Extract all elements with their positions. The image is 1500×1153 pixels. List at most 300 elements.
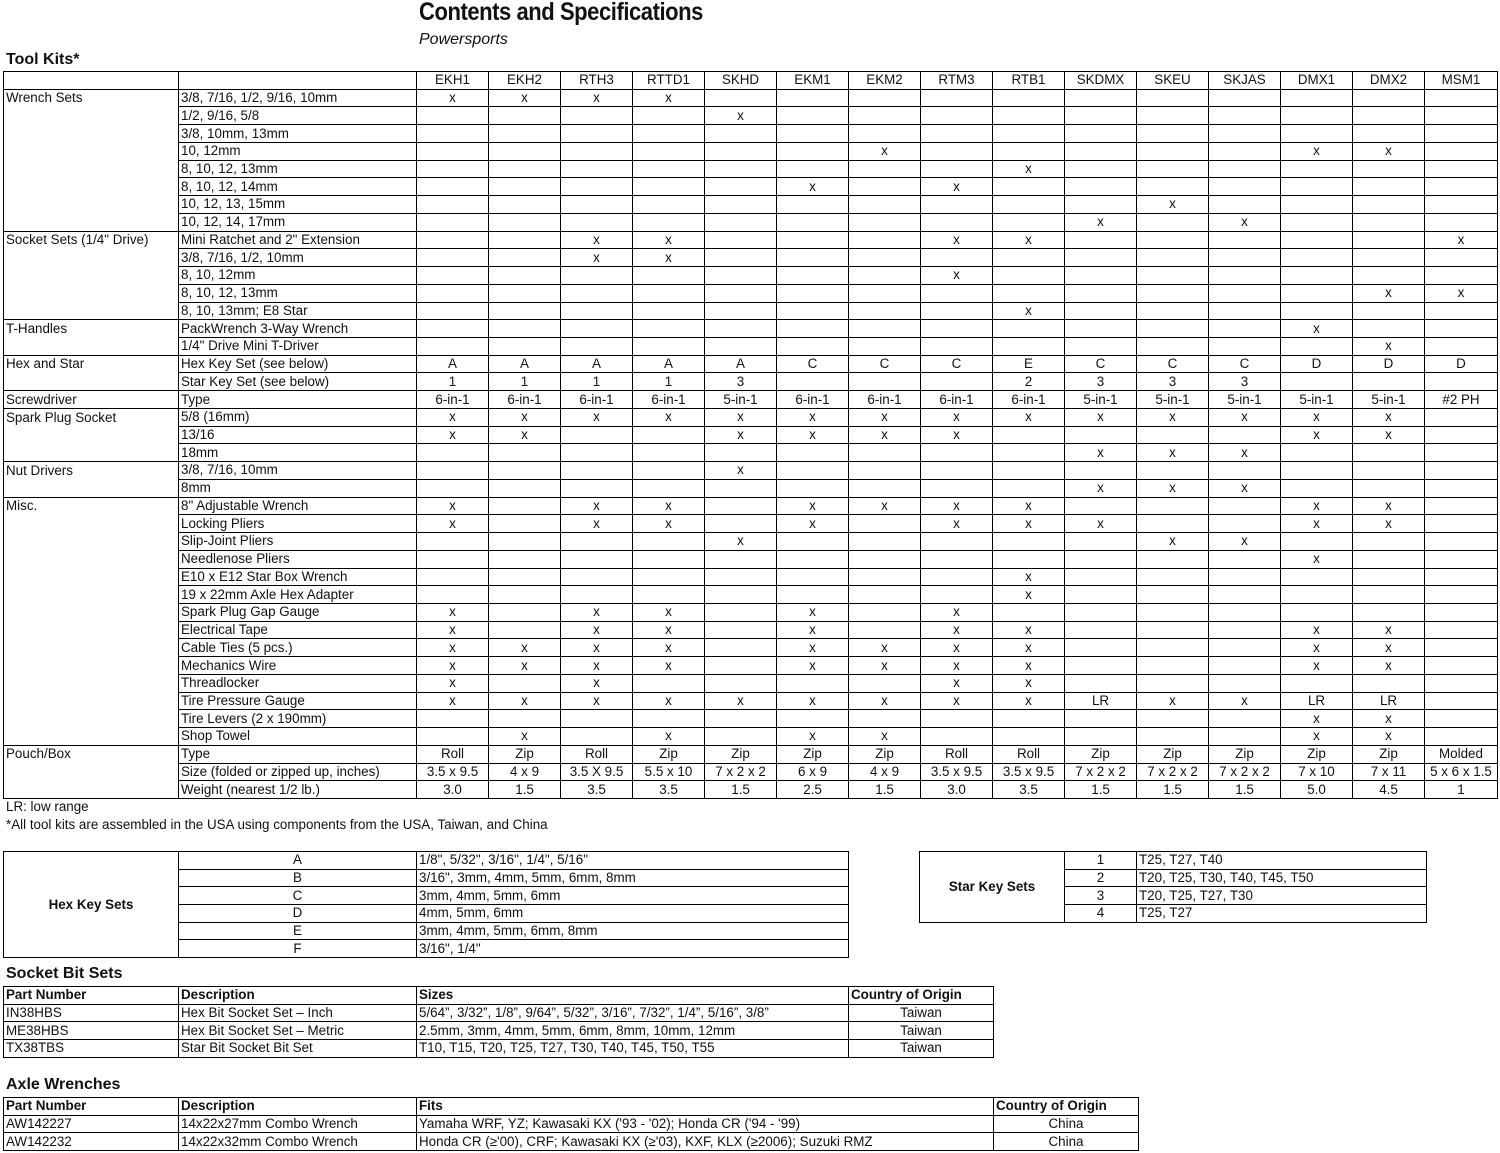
category-cell — [4, 763, 179, 781]
category-cell — [4, 337, 179, 355]
kit-value-cell: x — [417, 408, 489, 426]
kit-value-cell — [417, 213, 489, 231]
item-cell: E10 x E12 Star Box Wrench — [179, 568, 417, 586]
kit-value-cell — [1353, 160, 1425, 178]
kit-value-cell — [1281, 302, 1353, 320]
kit-value-cell — [705, 515, 777, 533]
table-cell: Yamaha WRF, YZ; Kawasaki KX ('93 - '02); Honda CR ('94 - '99) — [417, 1115, 994, 1133]
kit-column-header: SKEU — [1137, 72, 1209, 90]
kit-value-cell — [1137, 284, 1209, 302]
kit-value-cell — [1281, 674, 1353, 692]
kit-value-cell — [1353, 586, 1425, 604]
kit-value-cell: 3.5 — [633, 781, 705, 799]
kit-value-cell — [1425, 142, 1498, 160]
kit-value-cell: x — [633, 728, 705, 746]
kit-column-header: EKH1 — [417, 72, 489, 90]
kit-value-cell — [417, 586, 489, 604]
kit-value-cell: 1.5 — [1209, 781, 1281, 799]
tool-kit-row — [4, 231, 1498, 249]
kit-value-cell — [921, 710, 993, 728]
kit-value-cell: x — [1353, 497, 1425, 515]
kit-value-cell — [1425, 267, 1498, 285]
kit-value-cell: 1.5 — [1065, 781, 1137, 799]
table-cell: Taiwan — [849, 1022, 994, 1040]
kit-value-cell — [1065, 497, 1137, 515]
kit-value-cell: x — [489, 89, 561, 107]
kit-value-cell — [1281, 462, 1353, 480]
kit-value-cell — [1425, 497, 1498, 515]
kit-value-cell — [705, 213, 777, 231]
category-cell — [4, 373, 179, 391]
category-cell — [4, 692, 179, 710]
kit-value-cell — [633, 426, 705, 444]
table-cell: IN38HBS — [4, 1004, 179, 1022]
kit-value-cell: x — [1065, 479, 1137, 497]
kit-value-cell: x — [1209, 408, 1281, 426]
kit-value-cell — [993, 710, 1065, 728]
kit-value-cell: x — [561, 692, 633, 710]
star-key-sizes: T20, T25, T30, T40, T45, T50 — [1137, 869, 1427, 887]
kit-value-cell — [1425, 426, 1498, 444]
kit-value-cell: x — [705, 462, 777, 480]
kit-value-cell — [561, 479, 633, 497]
kit-value-cell — [1065, 657, 1137, 675]
item-cell: Electrical Tape — [179, 621, 417, 639]
kit-value-cell: 3 — [1065, 373, 1137, 391]
kit-value-cell — [993, 267, 1065, 285]
origin-note: *All tool kits are assembled in the USA using components from the USA, Taiwan, and China — [6, 817, 548, 832]
kit-value-cell: x — [993, 408, 1065, 426]
kit-value-cell — [705, 479, 777, 497]
kit-value-cell — [1065, 462, 1137, 480]
kit-value-cell — [1065, 337, 1137, 355]
item-cell: 19 x 22mm Axle Hex Adapter — [179, 586, 417, 604]
kit-value-cell — [1281, 196, 1353, 214]
tool-kit-row — [4, 781, 1498, 799]
kit-value-cell — [633, 160, 705, 178]
kit-value-cell: Zip — [1281, 745, 1353, 763]
kit-value-cell — [417, 249, 489, 267]
kit-value-cell — [1209, 728, 1281, 746]
item-cell: Type — [179, 391, 417, 409]
kit-column-header: SKJAS — [1209, 72, 1281, 90]
kit-value-cell: x — [417, 497, 489, 515]
kit-value-cell: x — [633, 89, 705, 107]
item-cell: Type — [179, 745, 417, 763]
kit-value-cell — [1137, 657, 1209, 675]
tool-kit-row — [4, 533, 1498, 551]
kit-value-cell — [417, 462, 489, 480]
tool-kit-row — [4, 728, 1498, 746]
kit-value-cell: x — [561, 89, 633, 107]
kit-value-cell — [993, 249, 1065, 267]
kit-value-cell — [993, 462, 1065, 480]
kit-value-cell — [993, 479, 1065, 497]
kit-value-cell — [705, 657, 777, 675]
kit-value-cell — [1209, 657, 1281, 675]
kit-value-cell — [489, 178, 561, 196]
kit-value-cell — [993, 125, 1065, 143]
kit-value-cell — [1353, 125, 1425, 143]
kit-value-cell — [1065, 107, 1137, 125]
kit-value-cell: x — [1137, 533, 1209, 551]
kit-value-cell: 4.5 — [1353, 781, 1425, 799]
kit-value-cell — [561, 710, 633, 728]
item-cell: 8, 10, 12, 14mm — [179, 178, 417, 196]
kit-value-cell — [1425, 710, 1498, 728]
kit-value-cell — [1137, 125, 1209, 143]
kit-value-cell — [705, 710, 777, 728]
hex-key-sizes: 1/8", 5/32", 3/16", 1/4", 5/16" — [417, 852, 849, 870]
kit-value-cell — [777, 89, 849, 107]
kit-value-cell — [1209, 639, 1281, 657]
kit-value-cell — [489, 213, 561, 231]
category-cell: Nut Drivers — [4, 462, 179, 480]
hex-key-sizes: 3/16", 1/4" — [417, 940, 849, 958]
kit-value-cell: 5-in-1 — [1209, 391, 1281, 409]
kit-value-cell: x — [993, 302, 1065, 320]
kit-value-cell: x — [633, 515, 705, 533]
kit-value-cell — [705, 142, 777, 160]
kit-value-cell — [1065, 586, 1137, 604]
kit-value-cell: 7 x 2 x 2 — [705, 763, 777, 781]
kit-value-cell — [1137, 568, 1209, 586]
category-cell: Spark Plug Socket — [4, 408, 179, 426]
kit-value-cell — [777, 586, 849, 604]
kit-value-cell — [1425, 674, 1498, 692]
kit-value-cell: x — [849, 728, 921, 746]
kit-value-cell — [705, 728, 777, 746]
kit-value-cell — [1425, 621, 1498, 639]
kit-value-cell: 6-in-1 — [849, 391, 921, 409]
item-cell: 8" Adjustable Wrench — [179, 497, 417, 515]
kit-value-cell: x — [921, 497, 993, 515]
kit-value-cell — [1137, 178, 1209, 196]
kit-value-cell: x — [489, 426, 561, 444]
kit-value-cell — [1137, 550, 1209, 568]
table-cell: Honda CR (≥'00), CRF; Kawasaki KX (≥'03), KXF, KLX (≥2006); Suzuki RMZ — [417, 1133, 994, 1151]
kit-value-cell: C — [1209, 355, 1281, 373]
header-blank — [4, 72, 179, 90]
kit-value-cell — [1137, 249, 1209, 267]
kit-value-cell — [1281, 568, 1353, 586]
kit-value-cell — [489, 107, 561, 125]
kit-value-cell: x — [849, 408, 921, 426]
kit-value-cell: x — [777, 728, 849, 746]
item-cell: 10, 12, 14, 17mm — [179, 213, 417, 231]
tool-kit-row — [4, 657, 1498, 675]
kit-value-cell: 1 — [561, 373, 633, 391]
kit-value-cell: x — [993, 586, 1065, 604]
kit-value-cell — [1281, 586, 1353, 604]
kit-value-cell: x — [849, 639, 921, 657]
kit-value-cell — [993, 89, 1065, 107]
kit-value-cell: 7 x 2 x 2 — [1137, 763, 1209, 781]
kit-value-cell — [633, 550, 705, 568]
kit-value-cell — [1281, 249, 1353, 267]
category-cell — [4, 639, 179, 657]
kit-value-cell: Roll — [561, 745, 633, 763]
kit-value-cell — [1281, 444, 1353, 462]
category-cell — [4, 160, 179, 178]
kit-value-cell: 3.5 x 9.5 — [921, 763, 993, 781]
hex-key-letter: A — [179, 852, 417, 870]
kit-value-cell — [561, 107, 633, 125]
kit-value-cell — [1137, 142, 1209, 160]
kit-value-cell: 3.0 — [417, 781, 489, 799]
kit-value-cell — [921, 320, 993, 338]
kit-value-cell: x — [633, 497, 705, 515]
category-cell: Misc. — [4, 497, 179, 515]
kit-value-cell: x — [777, 692, 849, 710]
kit-value-cell: x — [993, 692, 1065, 710]
axle-wrenches-heading: Axle Wrenches — [6, 1076, 121, 1093]
kit-value-cell: 1.5 — [1137, 781, 1209, 799]
item-cell: 1/4" Drive Mini T-Driver — [179, 337, 417, 355]
tool-kit-row — [4, 710, 1498, 728]
tool-kit-row — [4, 337, 1498, 355]
kit-value-cell — [993, 178, 1065, 196]
table-cell: 14x22x32mm Combo Wrench — [179, 1133, 417, 1151]
kit-column-header: SKHD — [705, 72, 777, 90]
tool-kit-row — [4, 692, 1498, 710]
kit-value-cell: 1.5 — [705, 781, 777, 799]
kit-value-cell: x — [1065, 515, 1137, 533]
kit-value-cell: x — [561, 497, 633, 515]
hex-key-letter: C — [179, 887, 417, 905]
kit-value-cell — [1209, 674, 1281, 692]
table-cell: T10, T15, T20, T25, T27, T30, T40, T45, T50, T55 — [417, 1040, 849, 1058]
kit-value-cell — [1353, 213, 1425, 231]
kit-value-cell — [1425, 533, 1498, 551]
kit-value-cell — [1209, 249, 1281, 267]
kit-value-cell: Zip — [1209, 745, 1281, 763]
category-cell: Pouch/Box — [4, 745, 179, 763]
kit-value-cell — [1137, 515, 1209, 533]
kit-value-cell: x — [849, 426, 921, 444]
hex-key-letter: F — [179, 940, 417, 958]
kit-value-cell — [993, 196, 1065, 214]
kit-value-cell — [489, 320, 561, 338]
item-cell: 18mm — [179, 444, 417, 462]
kit-value-cell — [777, 284, 849, 302]
socket-bit-sets-header-row — [4, 987, 994, 1005]
kit-value-cell: x — [1137, 196, 1209, 214]
kit-value-cell — [1137, 302, 1209, 320]
kit-value-cell — [1209, 160, 1281, 178]
kit-value-cell: 3.5 x 9.5 — [417, 763, 489, 781]
kit-column-header: DMX1 — [1281, 72, 1353, 90]
table-cell: AW142232 — [4, 1133, 179, 1151]
item-cell: Star Key Set (see below) — [179, 373, 417, 391]
kit-value-cell: x — [921, 657, 993, 675]
kit-value-cell: 1 — [633, 373, 705, 391]
category-cell — [4, 586, 179, 604]
hex-key-sets-label: Hex Key Sets — [4, 852, 179, 958]
axle-wrench-row — [4, 1115, 1139, 1133]
kit-value-cell — [849, 479, 921, 497]
kit-value-cell: LR — [1065, 692, 1137, 710]
kit-value-cell: x — [489, 728, 561, 746]
kit-value-cell: x — [921, 621, 993, 639]
tool-kits-heading: Tool Kits* — [6, 51, 80, 68]
kit-value-cell — [633, 142, 705, 160]
kit-value-cell: A — [705, 355, 777, 373]
kit-value-cell: x — [705, 107, 777, 125]
kit-value-cell — [489, 337, 561, 355]
table-cell: China — [994, 1115, 1139, 1133]
kit-value-cell — [561, 568, 633, 586]
kit-value-cell — [705, 302, 777, 320]
kit-value-cell: x — [633, 692, 705, 710]
kit-value-cell — [849, 373, 921, 391]
kit-value-cell: 6-in-1 — [417, 391, 489, 409]
kit-value-cell: x — [1281, 515, 1353, 533]
item-cell: 3/8, 10mm, 13mm — [179, 125, 417, 143]
kit-value-cell: x — [1353, 639, 1425, 657]
kit-value-cell — [1281, 373, 1353, 391]
kit-value-cell: x — [1353, 142, 1425, 160]
kit-value-cell — [1065, 267, 1137, 285]
kit-value-cell: 1.5 — [849, 781, 921, 799]
kit-value-cell: x — [705, 692, 777, 710]
kit-value-cell: x — [489, 692, 561, 710]
kit-value-cell — [705, 568, 777, 586]
kit-value-cell: x — [417, 657, 489, 675]
item-cell: Needlenose Pliers — [179, 550, 417, 568]
kit-value-cell: 3.5 X 9.5 — [561, 763, 633, 781]
item-cell: Size (folded or zipped up, inches) — [179, 763, 417, 781]
kit-value-cell — [993, 107, 1065, 125]
tool-kit-row — [4, 355, 1498, 373]
kit-value-cell: 3.0 — [921, 781, 993, 799]
kit-value-cell — [489, 196, 561, 214]
kit-value-cell — [1425, 728, 1498, 746]
kit-value-cell — [1425, 408, 1498, 426]
kit-value-cell: x — [921, 408, 993, 426]
kit-value-cell — [1137, 89, 1209, 107]
kit-value-cell — [777, 196, 849, 214]
kit-value-cell — [1425, 178, 1498, 196]
kit-value-cell — [777, 710, 849, 728]
kit-value-cell — [1425, 373, 1498, 391]
kit-value-cell: 6-in-1 — [777, 391, 849, 409]
kit-value-cell — [921, 550, 993, 568]
tool-kit-row — [4, 550, 1498, 568]
kit-value-cell — [1425, 550, 1498, 568]
kit-value-cell: x — [1353, 408, 1425, 426]
kit-value-cell: x — [561, 639, 633, 657]
kit-value-cell — [417, 231, 489, 249]
kit-value-cell: 1 — [417, 373, 489, 391]
kit-value-cell — [1353, 178, 1425, 196]
tool-kit-row — [4, 142, 1498, 160]
kit-value-cell — [1353, 107, 1425, 125]
kit-value-cell — [1065, 320, 1137, 338]
kit-value-cell — [1281, 284, 1353, 302]
kit-value-cell — [1425, 249, 1498, 267]
tool-kits-header-row — [4, 72, 1498, 90]
kit-value-cell: Zip — [1065, 745, 1137, 763]
kit-value-cell — [1353, 320, 1425, 338]
kit-value-cell: x — [849, 657, 921, 675]
tool-kit-row — [4, 408, 1498, 426]
kit-value-cell: x — [921, 231, 993, 249]
kit-value-cell: x — [1281, 426, 1353, 444]
kit-value-cell — [417, 107, 489, 125]
kit-value-cell: x — [705, 426, 777, 444]
kit-value-cell: D — [1281, 355, 1353, 373]
kit-value-cell — [777, 373, 849, 391]
kit-value-cell — [417, 178, 489, 196]
kit-value-cell — [1425, 302, 1498, 320]
kit-value-cell — [1065, 231, 1137, 249]
table-cell: ME38HBS — [4, 1022, 179, 1040]
item-cell: Slip-Joint Pliers — [179, 533, 417, 551]
category-cell — [4, 533, 179, 551]
kit-value-cell: C — [1137, 355, 1209, 373]
kit-value-cell: x — [417, 639, 489, 657]
kit-value-cell — [777, 337, 849, 355]
kit-value-cell: x — [633, 231, 705, 249]
kit-value-cell: x — [1281, 550, 1353, 568]
kit-value-cell — [1281, 160, 1353, 178]
kit-value-cell: x — [1353, 621, 1425, 639]
kit-value-cell — [633, 196, 705, 214]
kit-value-cell — [417, 479, 489, 497]
kit-value-cell — [561, 533, 633, 551]
kit-value-cell: x — [561, 231, 633, 249]
category-cell — [4, 621, 179, 639]
kit-value-cell — [417, 444, 489, 462]
kit-value-cell — [993, 142, 1065, 160]
kit-value-cell: x — [993, 639, 1065, 657]
category-cell: Hex and Star — [4, 355, 179, 373]
kit-value-cell — [1353, 196, 1425, 214]
kit-value-cell — [417, 728, 489, 746]
kit-value-cell: Roll — [921, 745, 993, 763]
kit-value-cell: x — [417, 692, 489, 710]
table-cell: 2.5mm, 3mm, 4mm, 5mm, 6mm, 8mm, 10mm, 12mm — [417, 1022, 849, 1040]
kit-value-cell — [1425, 568, 1498, 586]
tool-kit-row — [4, 160, 1498, 178]
kit-value-cell: D — [1353, 355, 1425, 373]
kit-value-cell: x — [849, 142, 921, 160]
kit-value-cell — [489, 674, 561, 692]
kit-value-cell — [1065, 160, 1137, 178]
table-cell: 5/64”, 3/32”, 1/8”, 9/64”, 5/32”, 3/16”, 7/32”, 1/4”, 5/16”, 3/8” — [417, 1004, 849, 1022]
item-cell: Locking Pliers — [179, 515, 417, 533]
kit-value-cell: x — [489, 657, 561, 675]
category-cell — [4, 515, 179, 533]
kit-value-cell — [1065, 710, 1137, 728]
kit-column-header: MSM1 — [1425, 72, 1498, 90]
kit-value-cell — [777, 125, 849, 143]
kit-value-cell — [1065, 302, 1137, 320]
kit-value-cell — [705, 497, 777, 515]
kit-value-cell — [1065, 603, 1137, 621]
kit-value-cell — [417, 533, 489, 551]
item-cell: 8, 10, 12, 13mm — [179, 284, 417, 302]
kit-value-cell — [921, 568, 993, 586]
kit-value-cell — [777, 550, 849, 568]
category-cell — [4, 196, 179, 214]
kit-value-cell — [561, 320, 633, 338]
kit-value-cell: 6 x 9 — [777, 763, 849, 781]
item-cell: 3/8, 7/16, 1/2, 10mm — [179, 249, 417, 267]
kit-value-cell: x — [705, 408, 777, 426]
tool-kit-row — [4, 196, 1498, 214]
